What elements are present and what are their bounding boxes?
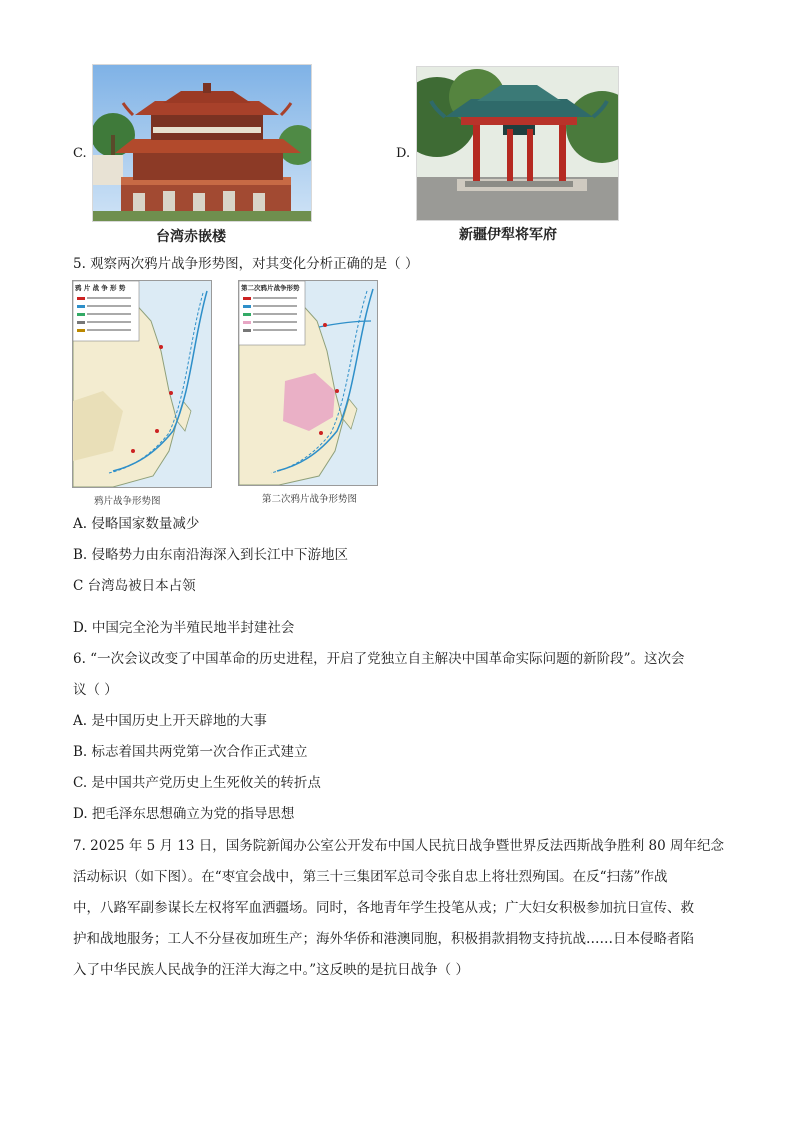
q5-option-c: C 台湾岛被日本占领 — [73, 578, 196, 594]
map2-caption: 第二次鸦片战争形势图 — [262, 494, 358, 505]
question-7-line3: 中，八路军副参谋长左权将军血洒疆场。同时，各地青年学生投笔从戎；广大妇女积极参加抗日宣传、救 — [73, 900, 694, 916]
option-d-label: D. — [396, 146, 411, 161]
q6-option-d: D. 把毛泽东思想确立为党的指导思想 — [73, 806, 295, 822]
question-7-line4: 护和战地服务；工人不分昼夜加班生产；海外华侨和港澳同胞，积极捐款捐物支持抗战……日本侵略者陷 — [73, 931, 694, 947]
option-d-caption: 新疆伊犁将军府 — [459, 227, 557, 243]
question-6-stem-line2: 议（ ） — [73, 682, 118, 698]
question-6-stem-line1: 6. “一次会议改变了中国革命的历史进程，开启了党独立自主解决中国革命实际问题的新阶段”。这次会 — [73, 651, 685, 667]
map1-caption: 鸦片战争形势图 — [94, 496, 161, 507]
second-opium-war-map-graphic — [239, 281, 377, 485]
map1-title: 鸦 片 战 争 形 势 — [75, 284, 126, 292]
option-c-caption: 台湾赤嵌楼 — [156, 229, 226, 245]
q6-option-c: C. 是中国共产党历史上生死攸关的转折点 — [73, 775, 321, 791]
q5-option-a: A. 侵略国家数量减少 — [73, 516, 200, 532]
map-opium-war — [72, 280, 212, 488]
question-7-line5: 入了中华民族人民战争的汪洋大海之中。”这反映的是抗日战争（ ） — [73, 962, 469, 978]
option-c-label: C. — [73, 146, 87, 161]
q5-option-b: B. 侵略势力由东南沿海深入到长江中下游地区 — [73, 547, 349, 563]
question-5-stem: 5. 观察两次鸦片战争形势图，对其变化分析正确的是（ ） — [73, 256, 419, 272]
question-7-line1: 7. 2025 年 5 月 13 日，国务院新闻办公室公开发布中国人民抗日战争暨世界反法西斯战争胜利 80 周年纪念 — [73, 838, 725, 854]
map-second-opium-war — [238, 280, 378, 486]
chikan-tower-photo — [92, 64, 312, 222]
yili-pavilion-illustration — [417, 67, 618, 220]
map2-title: 第二次鸦片战争形势 — [241, 284, 300, 292]
q5-option-d: D. 中国完全沦为半殖民地半封建社会 — [73, 620, 295, 636]
q6-option-b: B. 标志着国共两党第一次合作正式建立 — [73, 744, 308, 760]
q6-option-a: A. 是中国历史上开天辟地的大事 — [73, 713, 267, 729]
opium-war-map-graphic — [73, 281, 211, 487]
question-7-line2: 活动标识（如下图）。在“枣宜会战中，第三十三集团军总司令张自忠上将壮烈殉国。在反“扫荡”作战 — [73, 869, 668, 885]
chikan-tower-illustration — [93, 65, 311, 221]
yili-general-mansion-photo — [416, 66, 619, 221]
